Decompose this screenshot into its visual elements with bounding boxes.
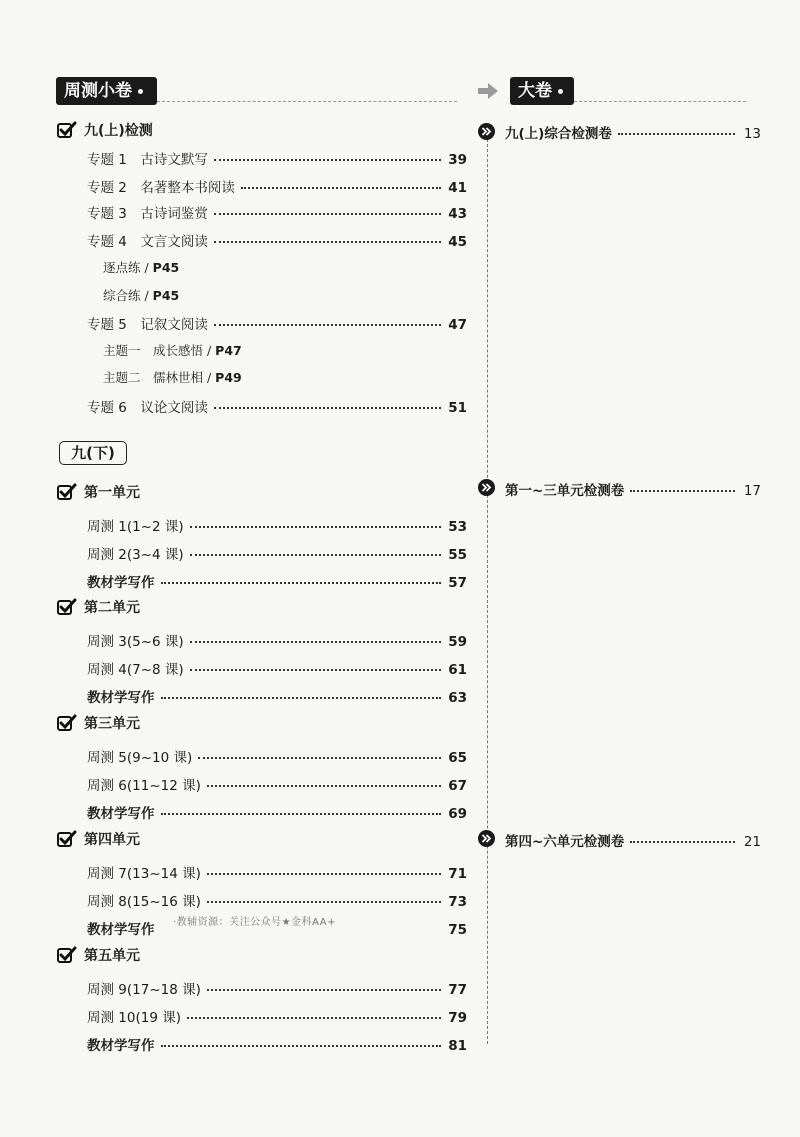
leader-dots (207, 901, 441, 903)
page-number: 45 (448, 234, 467, 250)
page-number: 39 (448, 152, 467, 168)
double-chevron-icon (478, 830, 495, 847)
toc-row[interactable] (87, 571, 467, 591)
toc-row[interactable] (87, 202, 467, 222)
sub-page: P45 (152, 260, 180, 275)
page-number: 67 (448, 778, 467, 794)
toc-row[interactable] (87, 148, 467, 168)
dot-icon (558, 89, 563, 94)
double-chevron-icon (478, 479, 495, 496)
unit-title: 第五单元 (84, 948, 140, 964)
big-exam-header (510, 77, 574, 105)
leader-dots (618, 133, 735, 135)
section-title-9a: 九(上)检测 (84, 123, 153, 139)
sub-page: P49 (215, 370, 242, 385)
toc-label: 周测 10(19 课) (87, 1010, 181, 1026)
toc-row[interactable] (87, 1006, 467, 1026)
page-number: 43 (448, 206, 467, 222)
page-number: 77 (448, 982, 467, 998)
toc-row[interactable] (87, 176, 467, 196)
leader-dots (190, 554, 441, 556)
unit-title: 第三单元 (84, 716, 140, 732)
toc-label: 专题 2 名著整本书阅读 (87, 180, 235, 196)
page-number: 63 (448, 690, 467, 706)
section-label-9b: 九(下) (59, 441, 127, 465)
weekly-quiz-header (56, 77, 157, 105)
toc-row[interactable] (87, 686, 467, 706)
toc-label: 教材学写作 (87, 1038, 155, 1054)
leader-dots (161, 813, 442, 815)
check-icon (57, 483, 77, 501)
exam-row[interactable] (505, 479, 761, 499)
toc-row[interactable] (87, 746, 467, 766)
toc-label: 周测 1(1~2 课) (87, 519, 184, 535)
toc-row[interactable] (87, 630, 467, 650)
page-number: 59 (448, 634, 467, 650)
sub-item[interactable] (103, 341, 242, 359)
toc-row[interactable] (87, 862, 467, 882)
page-number: 61 (448, 662, 467, 678)
toc-label: 周测 9(17~18 课) (87, 982, 201, 998)
page-number: 51 (448, 400, 467, 416)
page-number: 13 (743, 126, 761, 142)
leader-dots (198, 757, 441, 759)
header-rule-right (574, 101, 746, 102)
double-chevron-icon (478, 123, 495, 140)
toc-label: 专题 1 古诗文默写 (87, 152, 208, 168)
leader-dots (161, 697, 442, 699)
leader-dots (207, 873, 441, 875)
leader-dots (214, 241, 441, 243)
toc-row[interactable] (87, 978, 467, 998)
leader-dots (190, 641, 441, 643)
page-number: 55 (448, 547, 467, 563)
leader-dots (214, 324, 441, 326)
toc-label: 周测 8(15~16 课) (87, 894, 201, 910)
leader-dots (190, 669, 441, 671)
check-icon (57, 598, 77, 616)
leader-dots (190, 526, 441, 528)
toc-row[interactable] (87, 1034, 467, 1054)
exam-row[interactable] (505, 122, 761, 142)
sub-page: P45 (152, 288, 180, 303)
exam-label: 第一~三单元检测卷 (505, 483, 625, 499)
toc-label: 周测 3(5~6 课) (87, 634, 184, 650)
leader-dots (161, 1045, 442, 1047)
toc-label: 周测 5(9~10 课) (87, 750, 193, 766)
header-rule-left (157, 101, 457, 102)
leader-dots (207, 989, 441, 991)
weekly-quiz-title: 周测小卷 (64, 81, 132, 101)
leader-dots (214, 159, 441, 161)
unit-title: 第二单元 (84, 600, 140, 616)
unit-title: 第一单元 (84, 485, 140, 501)
page-number: 41 (448, 180, 467, 196)
toc-row[interactable] (87, 396, 467, 416)
page-number: 57 (448, 575, 467, 591)
page-number: 81 (448, 1038, 467, 1054)
sub-item[interactable] (103, 258, 179, 276)
toc-label: 专题 4 文言文阅读 (87, 234, 208, 250)
page-number: 73 (448, 894, 467, 910)
check-icon (57, 714, 77, 732)
toc-label: 周测 2(3~4 课) (87, 547, 184, 563)
toc-row[interactable] (87, 230, 467, 250)
sub-item[interactable] (103, 286, 179, 304)
sub-item[interactable] (103, 368, 242, 386)
exam-label: 九(上)综合检测卷 (505, 126, 612, 142)
page-number: 75 (448, 922, 467, 938)
toc-row[interactable] (87, 774, 467, 794)
toc-label: 教材学写作 (87, 575, 155, 591)
exam-label: 第四~六单元检测卷 (505, 834, 625, 850)
page-number: 47 (448, 317, 467, 333)
toc-label: 周测 4(7~8 课) (87, 662, 184, 678)
page-number: 21 (743, 834, 761, 850)
watermark-text: ·教辅资源：关注公众号★金科AA+ (173, 917, 336, 928)
check-icon (57, 830, 77, 848)
toc-label: 周测 7(13~14 课) (87, 866, 201, 882)
toc-label: 专题 6 议论文阅读 (87, 400, 208, 416)
leader-dots (241, 187, 441, 189)
leader-dots (214, 213, 441, 215)
leader-dots (214, 407, 441, 409)
leader-dots (161, 582, 442, 584)
arrow-right-icon (478, 83, 498, 99)
leader-dots (187, 1017, 441, 1019)
big-exam-title: 大卷 (518, 81, 552, 101)
toc-label: 教材学写作 (87, 690, 155, 706)
toc-row[interactable] (87, 890, 467, 910)
column-divider (487, 124, 488, 1044)
leader-dots (630, 841, 735, 843)
check-icon (57, 121, 77, 139)
sub-label: 综合练 / (103, 288, 153, 303)
unit-title: 第四单元 (84, 832, 140, 848)
toc-label: 教材学写作 (87, 806, 155, 822)
leader-dots (630, 490, 735, 492)
toc-row[interactable] (87, 515, 467, 535)
leader-dots (207, 785, 441, 787)
toc-label: 专题 5 记叙文阅读 (87, 317, 208, 333)
page-number: 53 (448, 519, 467, 535)
sub-label: 主题一 成长感悟 / (103, 343, 216, 358)
sub-label: 逐点练 / (103, 260, 153, 275)
toc-label: 专题 3 古诗词鉴赏 (87, 206, 208, 222)
dot-icon (138, 89, 143, 94)
sub-page: P47 (215, 343, 242, 358)
page-number: 79 (448, 1010, 467, 1026)
page-number: 17 (743, 483, 761, 499)
toc-label: 周测 6(11~12 课) (87, 778, 201, 794)
page-number: 65 (448, 750, 467, 766)
exam-row[interactable] (505, 830, 761, 850)
toc-row[interactable] (87, 543, 467, 563)
check-icon (57, 946, 77, 964)
page-number: 71 (448, 866, 467, 882)
toc-row[interactable] (87, 658, 467, 678)
page-number: 69 (448, 806, 467, 822)
toc-row[interactable] (87, 313, 467, 333)
sub-label: 主题二 儒林世相 / (103, 370, 216, 385)
toc-label: 教材学写作 (87, 922, 155, 938)
toc-row[interactable] (87, 802, 467, 822)
